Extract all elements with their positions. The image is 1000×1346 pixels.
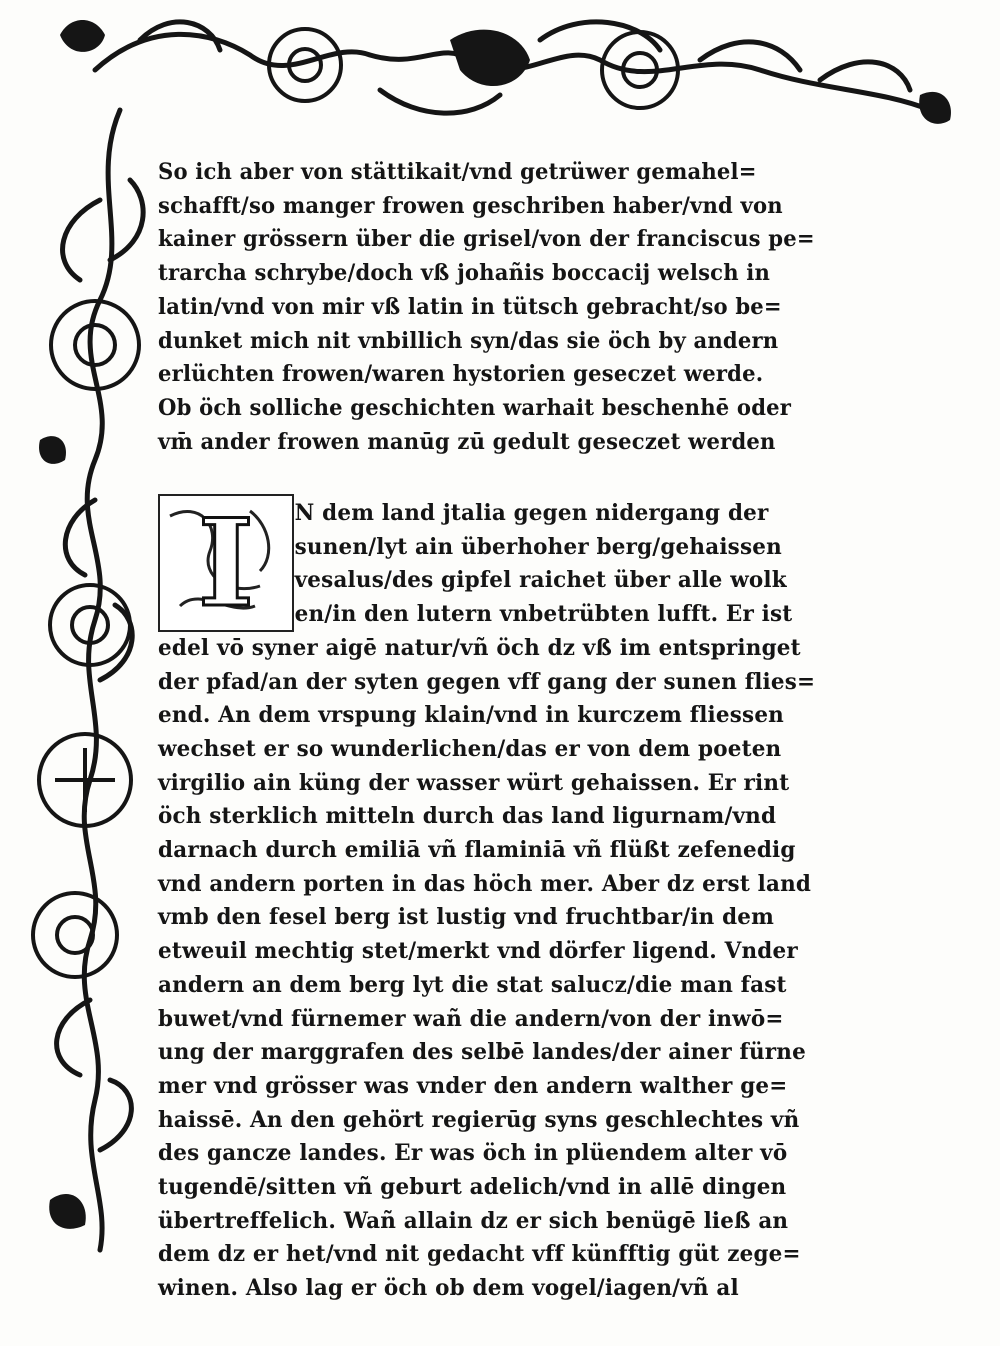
text-line: kainer grössern über die grisel/von der franciscus pe= (158, 226, 815, 253)
story-paragraph (158, 492, 831, 1306)
opening-paragraph (158, 156, 842, 459)
text-line: des gancze landes. Er was öch in plüendem alter vō (158, 1140, 788, 1167)
text-line: winen. Also lag er öch ob dem vogel/iagen/vñ al (158, 1275, 739, 1302)
text-line: Ob öch solliche geschichten warhait beschenhē oder (158, 394, 792, 421)
text-line: dunket mich nit vnbillich syn/das sie öch by andern (158, 327, 779, 354)
text-line: haissē. An den gehört regierūg syns geschlechtes vñ (158, 1106, 800, 1133)
text-line: öch sterklich mitteln durch das land ligurnam/vnd (158, 803, 777, 830)
text-line: wechset er so wunderlichen/das er von dem poeten (158, 735, 782, 762)
text-line: dem dz er het/vnd nit gedacht vff künfftig güt zege= (158, 1241, 801, 1268)
text-line: andern an dem berg lyt die stat salucz/die man fast (158, 971, 787, 998)
text-line: vm̄ ander frowen manūg zū gedult geseczet werden (158, 428, 776, 455)
text-line: mer vnd grösser was vnder den andern walther ge= (158, 1072, 788, 1099)
text-line: trarcha schrybe/doch vß johañis boccacij welsch in (158, 260, 771, 287)
text-line: vmb den fesel berg ist lustig vnd fruchtbar/in dem (158, 904, 775, 931)
text-line: end. An dem vrspung klain/vnd in kurczem fliessen (158, 702, 784, 729)
text-line: buwet/vnd fürnemer wañ die andern/von der inwō= (158, 1005, 784, 1032)
text-line: en/in den lutern vnbetrübten lufft. Er ist (294, 601, 793, 628)
text-line: schafft/so manger frowen geschriben haber/vnd von (158, 192, 783, 219)
text-line: etweuil mechtig stet/merkt vnd dörfer ligend. Vnder (158, 938, 798, 965)
text-line: darnach durch emiliā vñ flaminiā vñ flüßt zefenedig (158, 837, 796, 864)
text-line: So ich aber von stättikait/vnd getrüwer gemahel= (158, 159, 757, 185)
text-line: N dem land jtalia gegen nidergang der (294, 500, 769, 526)
initial-letter: I (197, 492, 255, 634)
text-line: übertreffelich. Wañ allain dz er sich benügē ließ an (158, 1207, 789, 1234)
text-line: der pfad/an der syten gegen vff gang der sunen flies= (158, 668, 816, 695)
text-line: tugendē/sitten vñ geburt adelich/vnd in allē dingen (158, 1174, 787, 1201)
text-line: latin/vnd von mir vß latin in tütsch gebracht/so be= (158, 293, 782, 320)
text-line: edel vō syner aigē natur/vñ öch dz vß im entspringet (158, 634, 801, 661)
text-line: sunen/lyt ain überhoher berg/gehaissen (294, 533, 782, 560)
text-line: ung der marggrafen des selbē landes/der ainer fürne (158, 1039, 806, 1066)
text-line: vnd andern porten in das höch mer. Aber dz erst land (158, 870, 812, 897)
text-line: erlüchten frowen/waren hystorien geseczet werde. (158, 361, 764, 388)
text-line: vesalus/des gipfel raichet über alle wolk (294, 567, 787, 594)
text-line: virgilio ain küng der wasser würt gehaissen. Er rint (158, 769, 790, 796)
